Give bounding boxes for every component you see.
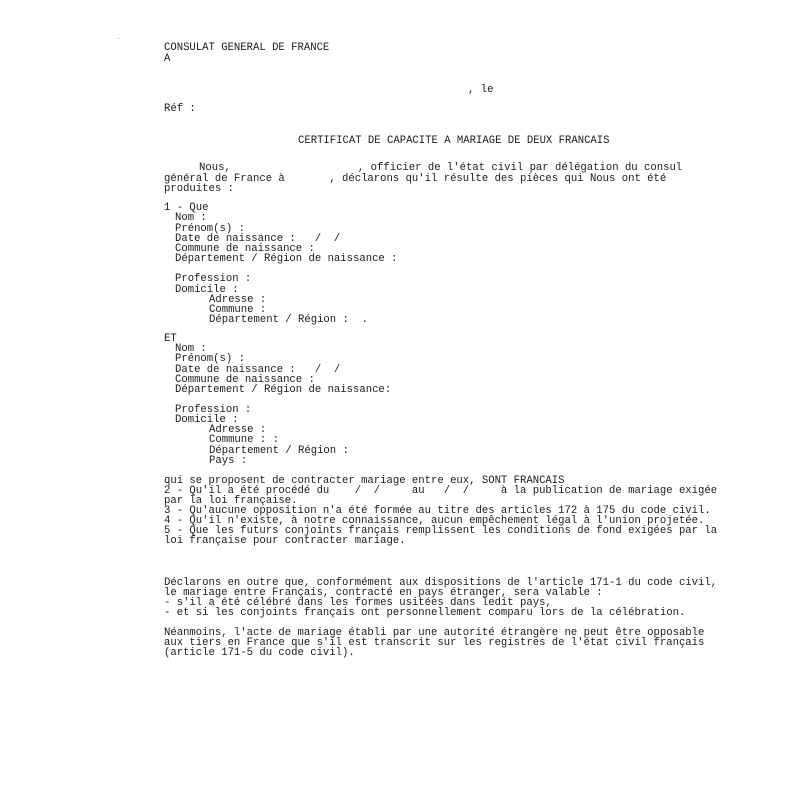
- document-title: CERTIFICAT DE CAPACITE A MARIAGE DE DEUX FRANCAIS: [298, 135, 610, 147]
- person2-field: Prénom(s) :: [175, 353, 245, 365]
- person1-field: Prénom(s) :: [175, 223, 245, 235]
- scan-speck: [118, 38, 119, 39]
- person2-address-field: Pays :: [209, 455, 248, 467]
- person1-field: Département / Région de naissance :: [175, 253, 398, 265]
- person2-field: Date de naissance : / /: [175, 364, 341, 376]
- consulate-heading: CONSULAT GENERAL DE FRANCE: [164, 42, 330, 54]
- clause-line: par la loi française.: [164, 495, 298, 507]
- section-heading: 1 - Que: [164, 202, 209, 214]
- declaration-line: - et si les conjoints français ont personnellement comparu lors de la célébration.: [164, 607, 686, 619]
- clause-line: qui se proposent de contracter mariage entre eux, SONT FRANCAIS: [164, 475, 565, 487]
- person1-address-field: Département / Région : .: [209, 314, 368, 326]
- person1-address-field: Adresse :: [209, 294, 267, 306]
- date-line: , le: [468, 84, 494, 96]
- person2-field: Nom :: [175, 343, 207, 355]
- city-prefix: A: [164, 53, 171, 65]
- notice-line: aux tiers en France que s'il est transcrit sur les registres de l'état civil français: [164, 637, 705, 649]
- person2-address-field: Département / Région :: [209, 445, 349, 457]
- person1-field: Commune de naissance :: [175, 243, 315, 255]
- intro-line-2: général de France à , déclarons qu'il résulte des pièces qui Nous ont été: [164, 173, 667, 185]
- intro-line-3: produites :: [164, 183, 234, 195]
- person1-field: Date de naissance : / /: [175, 233, 341, 245]
- clause-line: 5 - Que les futurs conjoints français remplissent les conditions de fond exigées par la: [164, 525, 718, 537]
- intro-line-1: Nous, , officier de l'état civil par délégation du consul: [199, 162, 683, 174]
- declaration-line: - s'il a été célébré dans les formes usitées dans ledit pays,: [164, 597, 552, 609]
- person2-domicile: Domicile :: [175, 414, 239, 426]
- person1-domicile: Domicile :: [175, 284, 239, 296]
- person2-address-field: Commune : :: [209, 434, 279, 446]
- declaration-line: Déclarons en outre que, conformément aux dispositions de l'article 171-1 du code civil,: [164, 577, 718, 589]
- person2-address-field: Adresse :: [209, 424, 267, 436]
- person1-profession: Profession :: [175, 273, 252, 285]
- person2-field: Département / Région de naissance:: [175, 384, 392, 396]
- clause-line: 4 - Qu'il n'existe, à notre connaissance, aucun empêchement légal à l'union projetée.: [164, 515, 705, 527]
- conjunction-et: ET: [164, 333, 177, 345]
- declaration-line: le mariage entre Français, contracté en pays étranger, sera valable :: [164, 587, 603, 599]
- person2-field: Commune de naissance :: [175, 374, 315, 386]
- clause-line: 3 - Qu'aucune opposition n'a été formée au titre des articles 172 à 175 du code civil.: [164, 505, 711, 517]
- clause-line: loi française pour contracter mariage.: [164, 535, 406, 547]
- notice-line: Néanmoins, l'acte de mariage établi par une autorité étrangère ne peut être opposable: [164, 627, 705, 639]
- reference-label: Réf :: [164, 103, 196, 115]
- clause-line: 2 - Qu'il a été procédé du / / au / / à la publication de mariage exigée: [164, 485, 718, 497]
- person1-address-field: Commune :: [209, 304, 267, 316]
- person1-field: Nom :: [175, 212, 207, 224]
- person2-profession: Profession :: [175, 404, 252, 416]
- notice-line: (article 171-5 du code civil).: [164, 647, 355, 659]
